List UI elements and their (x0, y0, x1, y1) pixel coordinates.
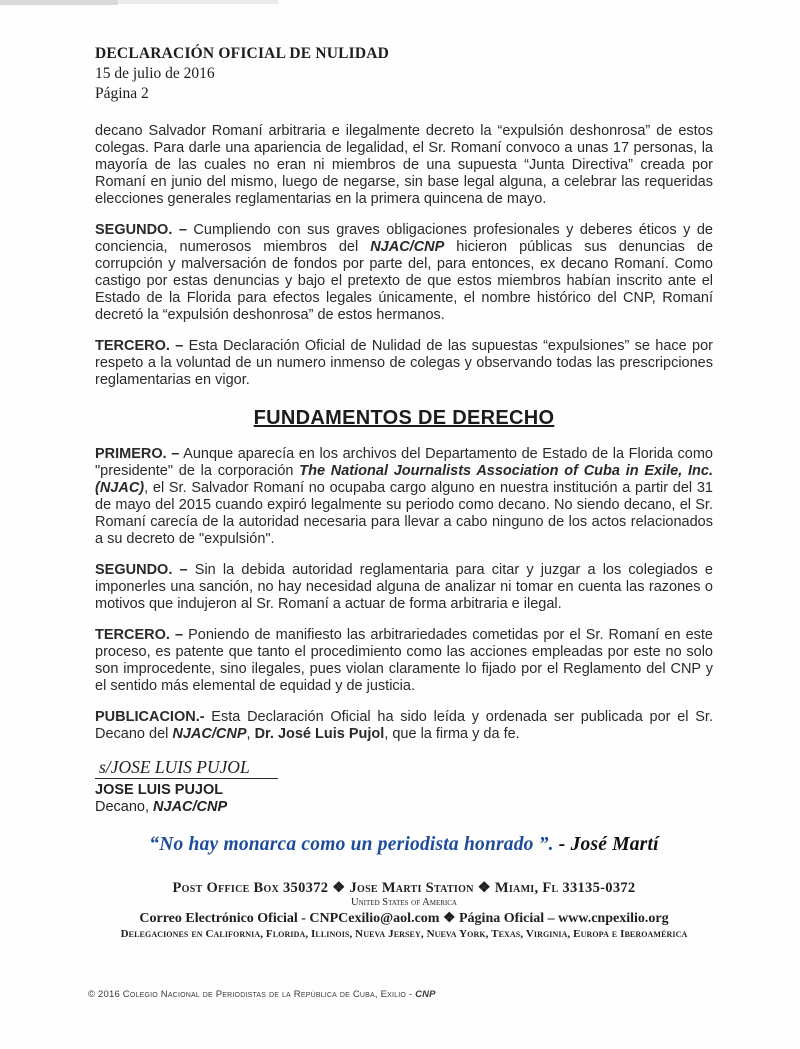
paragraph-label: PRIMERO. – (95, 446, 180, 462)
document-body (95, 123, 713, 940)
paragraph-text: Aunque aparecía en los archivos del Departamento de Estado de la Florida como "presidente" de la corporación (95, 446, 713, 479)
paragraph-primero (95, 446, 713, 548)
paragraph-label: SEGUNDO. – (95, 222, 187, 238)
org-name: NJAC/CNP (370, 239, 445, 255)
role-prefix: Decano, (95, 799, 154, 815)
paragraph-label: TERCERO. – (95, 338, 184, 354)
footer-delegations: Delegaciones en California, Florida, Illinois, Nueva Jersey, Nueva York, Texas, Virginia, Europa e Iberoamérica (120, 927, 688, 940)
paragraph-text: , (246, 726, 255, 742)
paragraph-publicacion (95, 709, 713, 743)
paragraph-label: PUBLICACION.- (95, 709, 205, 725)
page-number: Página 2 (95, 85, 149, 102)
paragraph-text: , que la firma y da fe. (384, 726, 520, 742)
paragraph-text: hicieron públicas sus denuncias de corrupción y malversación de fondos por parte del, para entonces, ex decano Romaní. Como castigo por estas denuncias y bajo el pretexto de que estos miembros habían inscrito ante el Estado de la Florida para efectos legales únicamente, el nombre histórico del CNP, Romaní decretó la “expulsión deshonrosa” de estos hermanos. (95, 239, 714, 323)
copyright-text: © 2016 Colegio Nacional de Periodistas de la República de Cuba, Exilio - (88, 989, 416, 1000)
paragraph-text: Cumpliendo con sus graves obligaciones profesionales y deberes éticos y de conciencia, numerosos miembros del (95, 222, 713, 255)
document-title: DECLARACIÓN OFICIAL DE NULIDAD (95, 45, 390, 62)
org-name: The National Journalists Association of Cuba in Exile, Inc. (NJAC) (95, 463, 713, 496)
copyright-line (88, 989, 436, 1000)
org-name: NJAC/CNP (172, 726, 247, 742)
paragraph-text: Esta Declaración Oficial ha sido leída y ordenada ser publicada por el Sr. Decano del (95, 709, 713, 742)
paragraph-intro (95, 123, 713, 208)
page-footer (95, 880, 713, 940)
scan-artifact (118, 0, 278, 4)
paragraph-text: Esta Declaración Oficial de Nulidad de las supuestas “expulsiones” se hace por respeto a la voluntad de un numero inmenso de colegas y observando todas las prescripciones reglamentarias en vigor. (95, 338, 713, 388)
intro-text: decano Salvador Romaní arbitraria e ilegalmente decreto la “expulsión deshonrosa” de estos colegas. Para darle una apariencia de legalidad, el Sr. Romaní convoco a unas 17 personas, la mayoría de las cuales no eran ni miembros de una supuesta “Junta Directiva” creada por Romaní en junio del mismo, luego de negarse, sin base legal alguna, a celebrar las requeridas elecciones generales reglamentarias en la primera quincena de mayo. (95, 123, 713, 207)
quote-author: - José Martí (553, 833, 659, 855)
signature-block (95, 759, 713, 817)
paragraph-text: Poniendo de manifiesto las arbitrariedades cometidas por el Sr. Romaní en este proceso, es patente que tanto el procedimiento como las acciones empleadas por este no solo son improcedente, sino ilegales, pues violan claramente lo fijado por el Reglamento del CNP y el sentido más elemental de equidad y de justicia. (95, 627, 713, 694)
person-name: Dr. José Luis Pujol (254, 726, 385, 742)
scan-artifact (0, 0, 118, 5)
paragraph-label: SEGUNDO. – (95, 562, 188, 578)
paragraph-segundo-1 (95, 222, 713, 324)
document-content (95, 44, 713, 940)
document-header (95, 44, 713, 104)
paragraph-segundo-2 (95, 562, 713, 613)
signer-name: JOSE LUIS PUJOL (95, 781, 224, 798)
quote-text: “No hay monarca como un periodista honrado ”. (149, 833, 554, 855)
paragraph-text: Sin la debida autoridad reglamentaria para citar y juzgar a los colegiados e imponerles una sanción, no hay necesidad alguna de analizar ni tomar en cuenta las razones o motivos que indujeron al Sr. Romaní a actuar de forma arbitraria e ilegal. (95, 562, 713, 612)
paragraph-label: TERCERO. – (95, 627, 184, 643)
document-date: 15 de julio de 2016 (95, 65, 215, 82)
copyright-brand: CNP (415, 989, 436, 1000)
paragraph-tercero-1 (95, 338, 713, 389)
footer-country: United States of America (351, 896, 457, 908)
org-name: NJAC/CNP (153, 799, 228, 815)
paragraph-tercero-2 (95, 627, 713, 695)
section-heading: FUNDAMENTOS DE DERECHO (253, 407, 555, 429)
signature-line: s/JOSE LUIS PUJOL (95, 759, 278, 779)
footer-contact: Correo Electrónico Oficial - CNPCexilio@aol.com ❖ Página Oficial – www.cnpexilio.org (139, 910, 669, 926)
signer-role (95, 799, 713, 817)
marti-quote (95, 834, 713, 856)
footer-address: Post Office Box 350372 ❖ Jose Marti Station ❖ Miami, Fl 33135-0372 (172, 879, 636, 896)
paragraph-text: , el Sr. Salvador Romaní no ocupaba cargo alguno en nuestra institución a partir del 31 de mayo del 2015 cuando expiró legalmente su periodo como decano. No siendo decano, el Sr. Romaní carecía de la autoridad necesaria para llevar a cabo ninguno de los actos relacionados a su decreto de "expulsión". (95, 480, 713, 547)
